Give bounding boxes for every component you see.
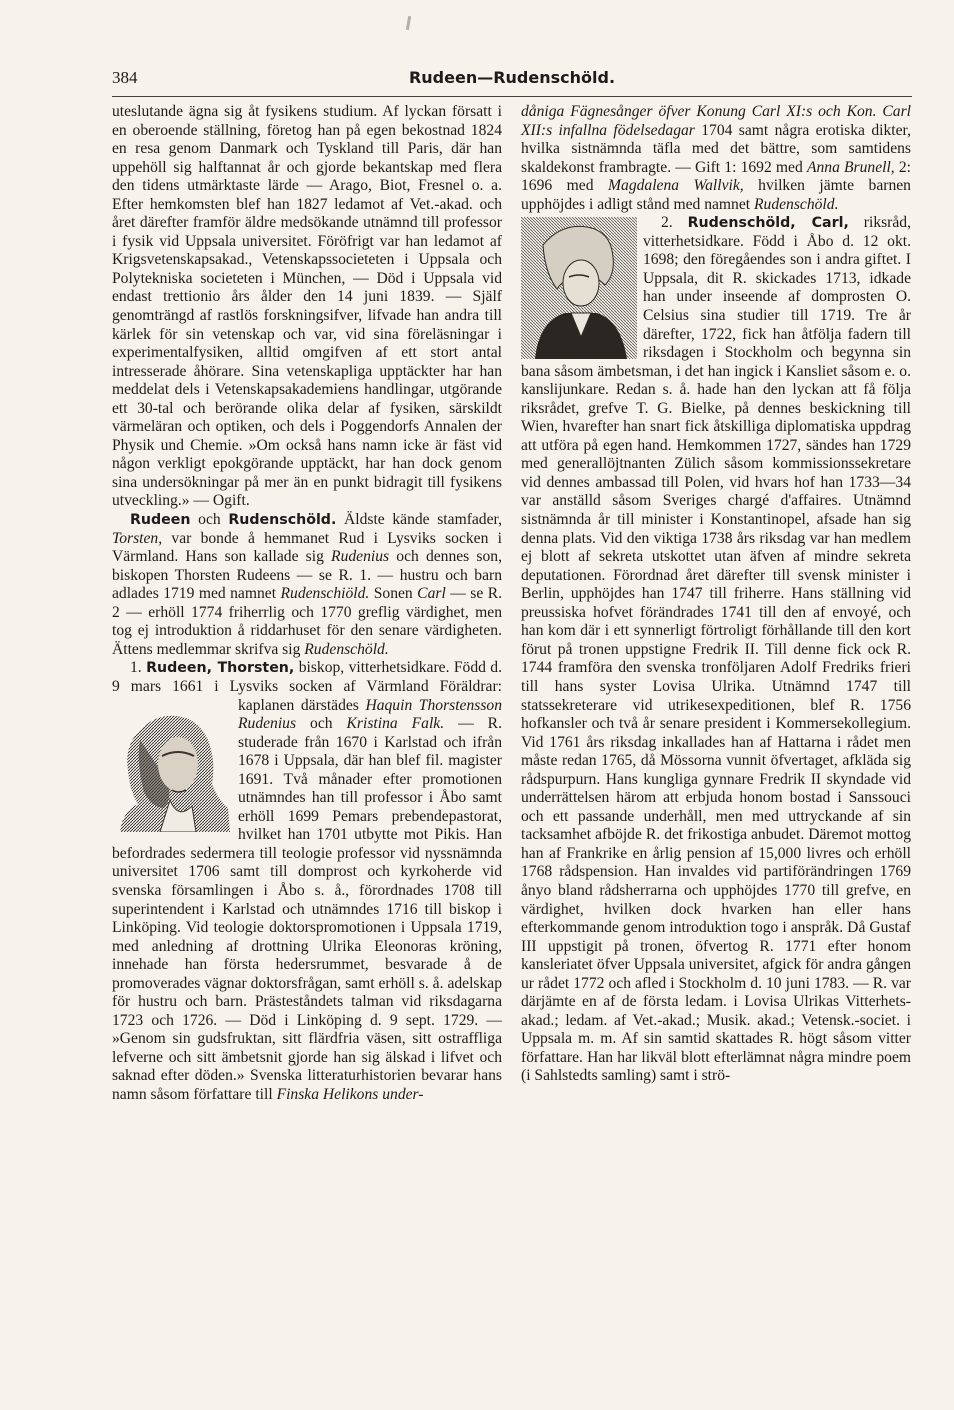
fysik-biography-continuation: uteslutande ägna sig åt fysikens studium. Af lyckan försatt i en oberoende ställning, företog han på egen bekostnad 1824 en resa genom Danmark och Tyskland till Paris, där han uppehöll sig halftannat år och gjorde bekantskap med flera den tidens utmärktaste lärde — Arago, Biot, Fresnel o. a. Efter hemkomsten blef han 1827 ledamot af Vet.-akad. och året därefter framför äldre medsökande utnämnd till professor i fysik vid Uppsala universitet. Föröfrigt var han ledamot af Krigsvetenskapsakad., Vetenskapssocieteten i Uppsala och Polytekniska societeten i München, — Död i Uppsala vid endast trettionio års ålder den 14 juni 1839. — Själf genomträngd af rastlös forskningsifver, lifvade han andra till kärlek för sin vetenskap och var, vid sina föreläsningar i experimentalfysiken, alltid omgifven af ett stort antal intresserade åhörare. Sina vetenskapliga upptäckter har han meddelat dels i Vetenskapsakademiens handlingar, utgörande ett 30-tal och berörande olika delar af fysiken, särskildt värmeläran och optiken, och dels i Poggendorfs Annalen der Physik und Chemie. »Om också hans namn icke är fäst vid någon verkligt epokgörande upptäckt, har han dock genom sina undersökningar på mer än en punkt bidragit till fysikens utveckling.» — Ogift.	[112, 103, 502, 510]
page-number: 384	[112, 68, 138, 87]
left-column	[112, 103, 502, 1105]
entry-carl-rudenschold: 2. Rudenschöld, Carl, riksråd, vitterhetsidkare. Född i Åbo d. 12 okt. 1698; den föregåendes son i andra giftet. I Uppsala, dit R. skickades 1713, idkade han under inseende af domprosten O. Celsius sina studier till 1719. Tre år därefter, 1722, fick han åtfölja fadern till riksdagen i Stockholm och begynna sin bana såsom ämbetsman, i det han ingick i Kansliet såsom e. o. kanslijunkare. Redan s. å. hade han den lyckan att få följa riksrådet, grefve T. G. Bielke, på dennes beskickning till Wien, hvarefter han snart fick åtskilliga diplomatiska uppdrag att utföra på egen hand. Hemkommen 1727, sändes han 1729 med generallöjtnanten Zülich såsom kommissionssekretare vid dennes ambassad till Polen, vid hvars hof han 1733—34 var anställd såsom Sveriges chargé d'affaires. Utnämnd sistnämnda år till minister i Konstantinopel, afsade han sig denna plats. Vid den viktiga 1738 års riksdag var han medlem ej blott af sekreta utskottet utan äfven af mindre sekreta deputationen. Förordnad året därefter till svensk minister i Berlin, upphöjdes han 1747 till friherre. Hans ställning vid preussiska hofvet förändrades 1741 till den af envoyé, och han kom där i ett synnerligt förtroligt förhållande till den kort förut på tronen uppstigne Fredrik II. Till denne fick ock R. 1744 framföra den svenska tronföljaren Adolf Fredriks frieri till hans syster Lovisa Ulrika. Utnämnd 1747 till statssekreterare vid utrikesexpeditionen, blef R. 1756 hofkansler och två år senare president i Kommersekollegium. Vid 1761 års riksdag inkallades han af Hattarna i rådet men måste redan 1765, då Mössorna vunnit öfvertaget, afkläda sig rådspurpurn. Hans kungliga gynnare Fredrik II skyndade vid underrättelsen härom att erbjuda honom bostad i Sanssouci och ett passande underhåll, men med uttryckande af sin tacksamhet afböjde R. det frikostiga anbudet. Däremot mottog han af Frankrike en årlig pension af 15,000 livres och erhöll 1768 rådspension. Han invaldes vid partiförändringen 1769 ånyo bland rådsherrarna och upphöjdes 1770 till grefve, en värdighet, hvilken dock hvarken han eller hans efterkommande genom introduktion togo i anspråk. Då Gustaf III uppstigit på tronen, öfvertog R. 1771 efter honom kansleriatet öfver Uppsala universitet, afgick för andra gången ur rådet 1772 och afled i Stockholm d. 10 juni 1783. — R. var därjämte en af de första ledam. i Lovisa Ulrikas Vitterhets-akad.; ledam. af Vet.-akad.; Musik. akad.; Vetensk.-societ. i Uppsala m. m. Af sin samtid skattades R. högt såsom vitter författare. Han har likväl blott efterlämnat några mindre poem (i Sahlstedts samling) samt i strö-	[521, 214, 911, 1085]
header-rule	[112, 96, 912, 97]
entry-number: 1.	[130, 659, 147, 677]
headword-rudenschold: Rudenschöld.	[228, 512, 337, 529]
thorsten-entry-continuation: dåniga Fägnesånger öfver Konung Carl XI:s och Kon. Carl XII:s infallna födelsedagar 1704 samt några erotiska dikter, hvilka sistnämnda täfla med det bättre, som samtidens skaldekonst frambragte. — Gift 1: 1692 med Anna Brunell, 2: 1696 med Magdalena Wallvik, hvilken jämte barnen upphöjdes i adligt stånd med namnet Rudenschöld.	[521, 103, 912, 213]
entry-thorsten-rudeen: 1. Rudeen, Thorsten, biskop, vitterhetsidkare. Född d. 9 mars 1661 i Lysviks socken af Värmland Föräldrar: kaplanen därstädes Haquin Thorstensson Rudenius och Kristina Falk. — R. studerade från 1670 i Karlstad och ifrån 1678 i Uppsala, där han blef fil. magister 1691. Två månader efter promotionen utnämndes han till professor i Åbo samt erhöll 1699 Pemars prebendepastorat, hvilket han 1701 utbytte mot Pikis. Han befordrades sedermera till teologie professor vid nyssnämnda universitet 1706 samt till domprost och kyrkoherde vid svenska församlingen i Åbo s. å., förordnades 1708 till superintendent i Karlstad och utnämndes 1716 till biskop i Linköping. Vid teologie doktorspromotionen i Uppsala 1719, med anledning af drottning Ulrika Eleonoras kröning, innehade han första hedersrummet, besvarade å de promoverades vägnar doktorsfrågan, samt erhöll s. å. adelskap för hustru och barn. Prästeståndets talman vid riksdagarna 1723 och 1726. — Död i Linköping d. 9 sept. 1729. — »Genom sin gudsfruktan, sitt flärdfria väsen, sitt ostraffliga lefverne och sitt ämbetsnit gjorde han sig älskad i lifvet och saknad efter döden.» Svenska litteraturhistorien bevarar hans namn såsom författare till Finska Helikons under-	[112, 659, 503, 1103]
headword-thorsten: Rudeen, Thorsten,	[146, 660, 295, 677]
portrait-carl-rudenschold	[521, 217, 637, 359]
right-column	[521, 103, 911, 1086]
headword-rudeen: Rudeen	[130, 512, 191, 529]
page-header	[112, 68, 912, 98]
paper-mark	[406, 16, 411, 30]
family-entry: Rudeen och Rudenschöld. Äldste kände stamfader, Torsten, var bonde å hemmanet Rud i Lysviks socken i Värmland. Hans son kallade sig Rudenius och dennes son, biskopen Thorsten Rudeens — se R. 1. — hustru och barn adlades 1719 med namnet Rudenschiöld. Sonen Carl — se R. 2 — erhöll 1774 friherrlig och 1770 greflig värdighet, men tog ej introduktion å riddarhuset för den senare värdigheten. Ättens medlemmar skrifva sig Rudenschöld.	[112, 511, 503, 658]
headword-carl: Rudenschöld, Carl,	[687, 215, 849, 232]
portrait-thorsten-rudeen	[112, 700, 230, 832]
running-head: Rudeen—Rudenschöld.	[408, 68, 616, 87]
entry-number: 2.	[661, 214, 688, 232]
